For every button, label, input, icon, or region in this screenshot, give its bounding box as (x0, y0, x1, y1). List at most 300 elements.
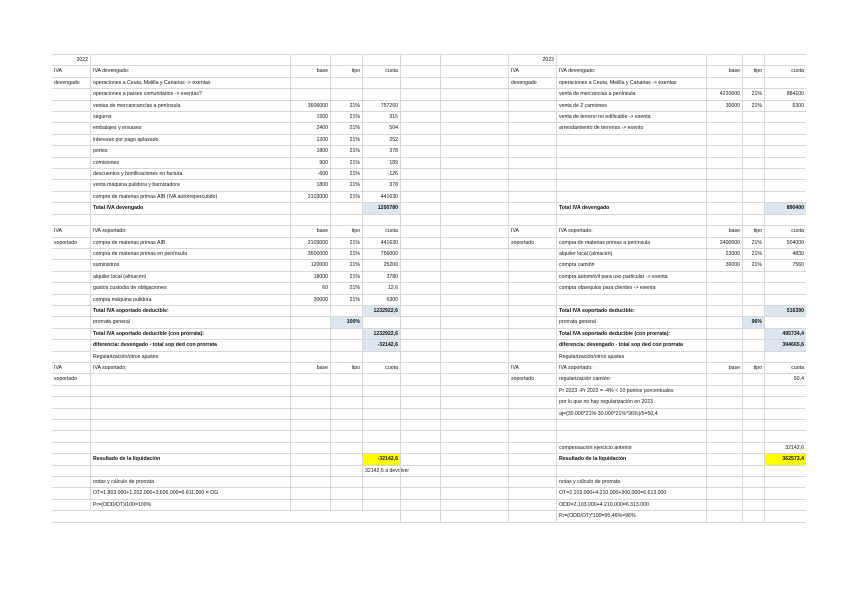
right-cell-base[interactable] (706, 203, 742, 213)
left-cell-label[interactable] (52, 397, 90, 407)
left-cell-base[interactable] (290, 317, 330, 327)
left-cell-label[interactable] (52, 123, 90, 133)
right-cell-base[interactable] (706, 329, 742, 339)
left-cell-label[interactable]: IVA (54, 68, 62, 75)
left-cell-cuota[interactable] (362, 386, 400, 396)
left-cell-cuota[interactable]: 25200 (362, 260, 400, 270)
right-cell-cuota[interactable]: cuota (764, 363, 806, 373)
right-cell-tipo[interactable] (742, 146, 764, 156)
right-cell-base[interactable] (706, 78, 742, 88)
right-cell-tipo[interactable] (742, 386, 764, 396)
left-cell-label[interactable]: IVA (54, 364, 62, 371)
right-cell-cuota[interactable] (764, 409, 806, 419)
left-cell-concept[interactable]: operaciones a países comunitarios -> exentas? (90, 89, 290, 99)
left-cell-base[interactable]: 1800 (290, 146, 330, 156)
right-year[interactable]: 2023 (508, 55, 556, 65)
left-cell-label[interactable] (52, 488, 90, 498)
right-cell-base[interactable]: 23000 (706, 249, 742, 259)
left-cell-concept[interactable]: notas y cálculo de prorrata (90, 477, 290, 487)
right-cell-label[interactable] (508, 203, 556, 213)
right-cell-label[interactable] (508, 112, 556, 122)
right-cell-label[interactable]: IVA (508, 66, 556, 76)
right-cell-tipo[interactable] (742, 180, 764, 190)
left-cell-concept[interactable]: comisiones (90, 158, 290, 168)
right-cell-cuota[interactable] (764, 500, 806, 510)
left-cell-tipo[interactable] (330, 203, 362, 213)
right-cell-base[interactable]: base (706, 66, 742, 76)
left-cell-label[interactable] (52, 420, 90, 430)
right-cell-base[interactable] (706, 409, 742, 419)
left-cell-tipo[interactable] (330, 488, 362, 498)
left-cell-label[interactable] (52, 409, 90, 419)
left-cell-label[interactable] (52, 215, 90, 225)
right-cell-concept[interactable]: Total IVA soportado deducible: (556, 306, 706, 316)
right-cell-cuota[interactable]: 495734,4 (764, 329, 806, 339)
right-cell-concept[interactable]: diferencia: devengado - total sop ded con prorrata (556, 340, 706, 350)
left-cell-label[interactable] (52, 295, 90, 305)
right-cell-cuota[interactable] (764, 283, 806, 293)
right-cell-base[interactable] (706, 215, 742, 225)
left-cell-tipo[interactable]: 21% (330, 260, 362, 270)
left-cell-tipo[interactable] (330, 89, 362, 99)
left-cell-cuota[interactable] (362, 420, 400, 430)
right-cell-cuota[interactable]: 890400 (764, 203, 806, 213)
right-cell-cuota[interactable]: 50,4 (764, 374, 806, 384)
left-cell-concept[interactable]: IVA soportado: (90, 363, 290, 373)
right-cell-label[interactable] (508, 306, 556, 316)
left-cell-base[interactable]: base (290, 363, 330, 373)
left-cell-tipo[interactable] (330, 454, 362, 464)
left-cell-concept[interactable]: Total IVA devengado (90, 203, 290, 213)
left-cell-concept[interactable]: Regularización/otros ajustes (90, 352, 290, 362)
left-cell-concept[interactable] (90, 386, 290, 396)
left-cell-label[interactable] (52, 158, 90, 168)
right-cell-label[interactable] (508, 488, 556, 498)
right-cell-tipo[interactable] (742, 443, 764, 453)
left-cell-label[interactable]: soportado (54, 376, 78, 383)
right-cell-base[interactable] (706, 500, 742, 510)
right-cell-label[interactable] (508, 89, 556, 99)
right-cell-base[interactable] (706, 488, 742, 498)
right-cell-tipo[interactable]: 21% (742, 260, 764, 270)
left-cell-label[interactable] (52, 443, 90, 453)
right-cell-cuota[interactable] (764, 431, 806, 441)
left-cell-tipo[interactable]: 21% (330, 272, 362, 282)
right-cell-tipo[interactable] (742, 203, 764, 213)
right-cell-cuota[interactable] (764, 317, 806, 327)
left-cell-concept[interactable]: descuentos y bonificaciones en factura (90, 169, 290, 179)
left-cell-concept[interactable]: compra de materias primas en península (90, 249, 290, 259)
left-cell-cuota[interactable]: 315 (362, 112, 400, 122)
left-cell-label[interactable] (52, 454, 90, 464)
left-cell-tipo[interactable]: 100% (330, 317, 362, 327)
right-cell-concept[interactable]: Pr 2023 -Pr 2022 = -4% < 10 puntos porcentuales (556, 386, 706, 396)
left-cell-concept[interactable]: intereses por pago aplazado (90, 135, 290, 145)
left-cell-base[interactable]: 900 (290, 158, 330, 168)
right-cell-concept[interactable]: prorrata general (556, 317, 706, 327)
left-cell-cuota[interactable]: 3780 (362, 272, 400, 282)
left-cell-concept[interactable]: ventas de mercancancías a península (90, 101, 290, 111)
left-cell-label[interactable] (52, 329, 90, 339)
right-cell-concept[interactable]: regularización camión: (556, 374, 706, 384)
right-cell-concept[interactable] (556, 135, 706, 145)
left-cell-concept[interactable]: suministros (90, 260, 290, 270)
right-cell-label[interactable] (508, 443, 556, 453)
left-cell-tipo[interactable]: 21% (330, 249, 362, 259)
left-cell-base[interactable]: 60 (290, 283, 330, 293)
right-cell-cuota[interactable] (764, 488, 806, 498)
left-cell-cuota[interactable]: 378 (362, 180, 400, 190)
right-cell-concept[interactable] (556, 158, 706, 168)
left-cell-base[interactable]: 3606000 (290, 101, 330, 111)
left-cell-tipo[interactable]: 21% (330, 146, 362, 156)
right-cell-tipo[interactable] (742, 477, 764, 487)
left-cell-base[interactable] (290, 477, 330, 487)
left-cell-cuota[interactable] (362, 89, 400, 99)
left-cell-tipo[interactable]: tipo (330, 226, 362, 236)
left-cell-cuota[interactable]: cuota (362, 226, 400, 236)
right-cell-cuota[interactable] (764, 112, 806, 122)
left-cell-label[interactable]: soportado (54, 239, 78, 246)
right-cell-concept[interactable]: IVA devengado: (556, 66, 706, 76)
left-cell-label[interactable]: IVA (54, 228, 62, 235)
left-cell-cuota[interactable]: -126 (362, 169, 400, 179)
left-cell-cuota[interactable]: 252 (362, 135, 400, 145)
right-cell-tipo[interactable] (742, 488, 764, 498)
right-cell-base[interactable]: 2400000 (706, 238, 742, 248)
left-cell-cuota[interactable] (362, 397, 400, 407)
left-cell-base[interactable] (290, 500, 330, 510)
right-cell-cuota[interactable]: cuota (764, 226, 806, 236)
left-cell-concept[interactable]: prorrata general (90, 317, 290, 327)
right-cell-base[interactable] (706, 466, 742, 476)
left-cell-concept[interactable]: compra máquina pulidora (90, 295, 290, 305)
left-cell-label[interactable]: devengado (54, 79, 80, 86)
left-cell-base[interactable] (290, 203, 330, 213)
right-cell-cuota[interactable] (764, 477, 806, 487)
right-cell-label[interactable]: soportado (508, 374, 556, 384)
right-cell-label[interactable] (508, 317, 556, 327)
right-cell-tipo[interactable] (742, 306, 764, 316)
right-cell-concept[interactable] (556, 180, 706, 190)
left-cell-base[interactable] (290, 306, 330, 316)
left-cell-concept[interactable]: portes (90, 146, 290, 156)
right-cell-label[interactable] (508, 146, 556, 156)
left-cell-tipo[interactable]: 21% (330, 158, 362, 168)
left-cell-cuota[interactable] (362, 215, 400, 225)
left-cell-base[interactable] (290, 329, 330, 339)
right-cell-tipo[interactable] (742, 431, 764, 441)
left-cell-label[interactable] (52, 112, 90, 122)
right-cell-tipo[interactable] (742, 169, 764, 179)
left-cell-base[interactable]: 18000 (290, 272, 330, 282)
left-cell-concept[interactable] (90, 374, 290, 384)
right-cell-tipo[interactable]: tipo (742, 226, 764, 236)
left-cell-concept[interactable] (90, 431, 290, 441)
right-cell-label[interactable] (508, 477, 556, 487)
left-cell-cuota[interactable]: cuota (362, 363, 400, 373)
left-cell-tipo[interactable]: 21% (330, 135, 362, 145)
right-cell-tipo[interactable]: 21% (742, 238, 764, 248)
right-cell-tipo[interactable] (742, 283, 764, 293)
right-cell-label[interactable] (508, 260, 556, 270)
right-cell-concept[interactable]: arrendamiento de terrenos -> exento (556, 123, 706, 133)
right-cell-base[interactable] (706, 146, 742, 156)
right-cell-concept[interactable]: Resultado de la liquidación (556, 454, 706, 464)
left-cell-tipo[interactable] (330, 386, 362, 396)
left-cell-base[interactable]: 1500 (290, 112, 330, 122)
right-cell-cuota[interactable] (764, 511, 806, 521)
left-cell-cuota[interactable] (362, 409, 400, 419)
right-cell-tipo[interactable] (742, 192, 764, 202)
left-cell-label[interactable] (52, 260, 90, 270)
right-cell-base[interactable] (706, 352, 742, 362)
right-cell-label[interactable] (508, 454, 556, 464)
right-cell-cuota[interactable] (764, 272, 806, 282)
right-cell-tipo[interactable]: 21% (742, 89, 764, 99)
right-cell-concept[interactable] (556, 215, 706, 225)
right-cell-cuota[interactable] (764, 352, 806, 362)
right-cell-concept[interactable]: OT=2.103.000+4.210.000+300.000=6.613.000 (556, 488, 706, 498)
left-cell-tipo[interactable] (330, 466, 362, 476)
left-cell-base[interactable] (290, 78, 330, 88)
left-cell-base[interactable]: base (290, 66, 330, 76)
right-cell-base[interactable] (706, 295, 742, 305)
left-cell-label[interactable] (52, 192, 90, 202)
right-cell-concept[interactable]: aj=(30.000*21%-30.000*21%*96%)/5=50,4 (556, 409, 706, 419)
left-cell-base[interactable]: 2103000 (290, 192, 330, 202)
left-cell-concept[interactable]: OT=1.803.000+1.202.000+3.606.000=6.611.000 = OG (90, 488, 290, 498)
right-cell-concept[interactable] (556, 295, 706, 305)
left-cell-base[interactable] (290, 352, 330, 362)
right-cell-concept[interactable] (556, 420, 706, 430)
right-cell-base[interactable]: 4210000 (706, 89, 742, 99)
right-cell-label[interactable]: IVA (508, 226, 556, 236)
left-cell-cuota[interactable]: 378 (362, 146, 400, 156)
left-cell-tipo[interactable] (330, 397, 362, 407)
left-cell-label[interactable] (52, 386, 90, 396)
right-cell-cuota[interactable] (764, 397, 806, 407)
left-cell-concept[interactable] (90, 215, 290, 225)
left-cell-tipo[interactable] (330, 340, 362, 350)
left-cell-tipo[interactable]: 21% (330, 101, 362, 111)
right-cell-concept[interactable]: compra automóvil para uso particular -> exenta (556, 272, 706, 282)
right-cell-tipo[interactable] (742, 454, 764, 464)
left-cell-label[interactable] (52, 283, 90, 293)
right-cell-tipo[interactable] (742, 409, 764, 419)
left-cell-cuota[interactable]: 6300 (362, 295, 400, 305)
right-cell-base[interactable] (706, 283, 742, 293)
right-cell-label[interactable] (508, 192, 556, 202)
left-cell-label[interactable] (52, 340, 90, 350)
right-cell-tipo[interactable] (742, 511, 764, 521)
right-cell-tipo[interactable] (742, 352, 764, 362)
left-cell-concept[interactable] (90, 397, 290, 407)
left-cell-concept[interactable]: alquiler local (almacén) (90, 272, 290, 282)
right-cell-base[interactable] (706, 374, 742, 384)
right-cell-base[interactable] (706, 443, 742, 453)
left-cell-concept[interactable]: operaciones a Ceuta, Melilla y Canarias -> exentas (90, 78, 290, 88)
left-cell-concept[interactable]: diferencia: devengado - total sop ded con prorrata (90, 340, 290, 350)
left-cell-tipo[interactable] (330, 352, 362, 362)
left-cell-label[interactable] (52, 180, 90, 190)
left-cell-cuota[interactable]: 1200780 (362, 203, 400, 213)
right-cell-cuota[interactable]: 362573,4 (764, 454, 806, 464)
left-cell-label[interactable] (52, 146, 90, 156)
right-cell-label[interactable] (508, 397, 556, 407)
right-cell-tipo[interactable] (742, 466, 764, 476)
right-cell-concept[interactable] (556, 169, 706, 179)
right-cell-base[interactable] (706, 112, 742, 122)
right-cell-concept[interactable] (556, 146, 706, 156)
right-cell-concept[interactable]: ODD=2.103.000+4.210.000=6.313.000 (556, 500, 706, 510)
left-cell-tipo[interactable]: 21% (330, 238, 362, 248)
left-cell-tipo[interactable]: 21% (330, 283, 362, 293)
left-cell-label[interactable] (52, 431, 90, 441)
right-cell-cuota[interactable]: 394665,6 (764, 340, 806, 350)
right-cell-base[interactable] (706, 397, 742, 407)
left-cell-base[interactable] (290, 397, 330, 407)
left-cell-cuota[interactable]: 12,6 (362, 283, 400, 293)
left-cell-cuota[interactable]: 441630 (362, 238, 400, 248)
left-cell-base[interactable] (290, 466, 330, 476)
left-cell-tipo[interactable]: 21% (330, 112, 362, 122)
right-cell-label[interactable] (508, 329, 556, 339)
left-cell-tipo[interactable] (330, 374, 362, 384)
left-cell-base[interactable] (290, 386, 330, 396)
left-cell-base[interactable]: 1800 (290, 180, 330, 190)
right-cell-cuota[interactable] (764, 420, 806, 430)
right-cell-tipo[interactable] (742, 374, 764, 384)
left-cell-concept[interactable] (90, 466, 290, 476)
right-cell-tipo[interactable] (742, 329, 764, 339)
left-cell-label[interactable] (52, 249, 90, 259)
left-cell-cuota[interactable] (362, 500, 400, 510)
left-cell-tipo[interactable] (330, 329, 362, 339)
right-cell-cuota[interactable]: 516390 (764, 306, 806, 316)
left-cell-concept[interactable]: IVA soportado: (90, 226, 290, 236)
left-cell-label[interactable] (52, 272, 90, 282)
right-cell-tipo[interactable]: 96% (742, 317, 764, 327)
right-cell-concept[interactable] (556, 192, 706, 202)
right-cell-concept[interactable]: compra de materias primas a península (556, 238, 706, 248)
right-cell-base[interactable]: 30000 (706, 101, 742, 111)
right-cell-tipo[interactable] (742, 340, 764, 350)
left-cell-base[interactable]: 2103000 (290, 238, 330, 248)
left-cell-base[interactable]: 3600000 (290, 249, 330, 259)
left-cell-tipo[interactable] (330, 500, 362, 510)
left-cell-base[interactable]: 30000 (290, 295, 330, 305)
right-cell-cuota[interactable]: 6300 (764, 101, 806, 111)
left-cell-concept[interactable] (90, 409, 290, 419)
right-cell-concept[interactable]: IVA soportado: (556, 363, 706, 373)
left-cell-tipo[interactable]: 21% (330, 192, 362, 202)
left-cell-label[interactable] (52, 477, 90, 487)
left-cell-label[interactable] (52, 500, 90, 510)
left-cell-cuota[interactable]: cuota (362, 66, 400, 76)
right-cell-concept[interactable]: IVA soportado: (556, 226, 706, 236)
left-cell-base[interactable] (290, 340, 330, 350)
left-cell-tipo[interactable] (330, 431, 362, 441)
right-cell-base[interactable] (706, 386, 742, 396)
left-cell-base[interactable]: 2400 (290, 123, 330, 133)
right-cell-tipo[interactable]: 21% (742, 101, 764, 111)
right-cell-cuota[interactable] (764, 146, 806, 156)
right-cell-label[interactable]: devengado (508, 78, 556, 88)
right-cell-cuota[interactable]: 884100 (764, 89, 806, 99)
left-cell-base[interactable] (290, 89, 330, 99)
left-cell-base[interactable] (290, 454, 330, 464)
right-cell-cuota[interactable] (764, 169, 806, 179)
right-cell-cuota[interactable] (764, 192, 806, 202)
left-cell-base[interactable]: 1200 (290, 135, 330, 145)
right-cell-concept[interactable]: venta de mercancías a península (556, 89, 706, 99)
right-cell-tipo[interactable] (742, 420, 764, 430)
right-cell-base[interactable] (706, 477, 742, 487)
left-cell-label[interactable] (52, 135, 90, 145)
right-cell-base[interactable] (706, 340, 742, 350)
right-cell-base[interactable] (706, 317, 742, 327)
left-cell-label[interactable] (52, 89, 90, 99)
right-cell-label[interactable] (508, 169, 556, 179)
right-cell-label[interactable] (508, 511, 556, 521)
right-cell-label[interactable] (508, 386, 556, 396)
right-cell-cuota[interactable] (764, 295, 806, 305)
right-cell-label[interactable] (508, 158, 556, 168)
left-cell-cuota[interactable] (362, 317, 400, 327)
right-cell-cuota[interactable]: cuota (764, 66, 806, 76)
left-cell-cuota[interactable] (362, 431, 400, 441)
left-cell-concept[interactable]: seguros (90, 112, 290, 122)
left-cell-cuota[interactable]: 32142,6 a devolver (362, 466, 400, 476)
right-cell-concept[interactable]: compra obsequios para clientes -> exenta (556, 283, 706, 293)
right-cell-label[interactable] (508, 431, 556, 441)
right-cell-base[interactable] (706, 272, 742, 282)
right-cell-label[interactable] (508, 215, 556, 225)
left-cell-cuota[interactable] (362, 443, 400, 453)
right-cell-base[interactable] (706, 454, 742, 464)
left-cell-tipo[interactable]: 21% (330, 169, 362, 179)
left-cell-tipo[interactable] (330, 409, 362, 419)
left-cell-concept[interactable]: Total IVA soportado deducible: (90, 306, 290, 316)
left-cell-tipo[interactable]: tipo (330, 66, 362, 76)
right-cell-base[interactable] (706, 158, 742, 168)
left-cell-base[interactable] (290, 374, 330, 384)
left-cell-concept[interactable] (90, 420, 290, 430)
right-cell-base[interactable]: base (706, 363, 742, 373)
right-cell-cuota[interactable] (764, 123, 806, 133)
left-cell-label[interactable] (52, 169, 90, 179)
left-cell-base[interactable]: -600 (290, 169, 330, 179)
left-cell-concept[interactable]: venta máquina pulidora y barnizadora (90, 180, 290, 190)
right-cell-label[interactable] (508, 466, 556, 476)
left-cell-concept[interactable]: compra de materias primas AIB (IVA autorrepercutido) (90, 192, 290, 202)
left-cell-cuota[interactable]: 189 (362, 158, 400, 168)
right-cell-concept[interactable]: compra camión (556, 260, 706, 270)
right-cell-label[interactable] (508, 295, 556, 305)
right-cell-tipo[interactable] (742, 123, 764, 133)
right-cell-tipo[interactable] (742, 158, 764, 168)
right-cell-cuota[interactable]: 4830 (764, 249, 806, 259)
left-cell-label[interactable] (52, 306, 90, 316)
left-cell-label[interactable] (52, 466, 90, 476)
left-year[interactable]: 2022 (76, 57, 88, 63)
left-cell-tipo[interactable]: 21% (330, 123, 362, 133)
right-cell-concept[interactable]: notas y cálculo de prorrata (556, 477, 706, 487)
right-cell-tipo[interactable] (742, 112, 764, 122)
left-cell-cuota[interactable]: 1232922,6 (362, 329, 400, 339)
left-cell-tipo[interactable]: 21% (330, 180, 362, 190)
